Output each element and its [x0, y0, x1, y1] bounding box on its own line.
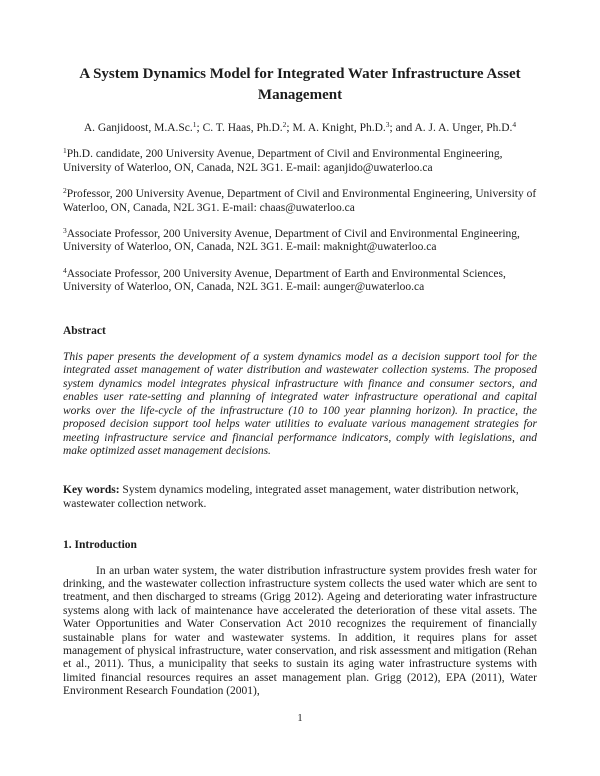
- affiliation-2-text: Professor, 200 University Avenue, Department of Civil and Environmental Engineering, University of Waterloo, ON, Canada, N2L 3G1. E-mail: chaas@uwaterloo.ca: [63, 188, 537, 214]
- keywords-label: Key words:: [63, 484, 120, 497]
- authors-line: [63, 122, 537, 135]
- affiliation-2: [63, 188, 537, 215]
- author-4-superscript: 4: [512, 120, 517, 129]
- author-3: M. A. Knight, Ph.D.: [292, 122, 386, 134]
- affiliation-1-marker: 1: [63, 146, 67, 156]
- abstract-text: This paper presents the development of a system dynamics model as a decision support tool for the integrated asset management of water distribution and wastewater collection systems. The proposed system dynamics model integrates physical infrastructure with finance and consumer sectors, and enables user rate-setting and planning of integrated water infrastructure operational and capital works over the life-cycle of the infrastructure (10 to 100 year planning horizon). In practice, the proposed decision support tool helps water utilities to evaluate various management strategies for meeting infrastructure service and financial performance indicators, comply with legislations, and make optimized asset management decisions.: [63, 351, 537, 457]
- page-number: 1: [297, 713, 303, 724]
- author-1: A. Ganjidoost, M.A.Sc.: [83, 122, 193, 134]
- affiliation-3-text: Associate Professor, 200 University Avenue, Department of Civil and Environmental Engineering, University of Waterloo, ON, Canada, N2L 3G1. E-mail: maknight@uwaterloo.ca: [63, 228, 520, 254]
- author-separator: ; and: [389, 122, 415, 134]
- introduction-text: In an urban water system, the water distribution infrastructure system provides fresh water for drinking, and the wastewater collection infrastructure system collects the used water which are sent to treatment, and then discharged to streams (Grigg 2012). Ageing and deteriorating water infrastructure systems along with lack of maintenance have accelerated the deterioration of these vital assets. The Water Opportunities and Water Conservation Act 2010 recognizes the requirement of financially sustainable plans for water and wastewater systems. In addition, it requires plans for asset management of physical infrastructure, water conservation, and risk assessment and mitigation (Rehan et al., 2011). Thus, a municipality that seeks to sustain its aging water infrastructure systems with limited financial resources requires an asset management plan. Grigg (2012), EPA (2011), Water Environment Research Foundation (2001),: [63, 564, 537, 698]
- author-separator: ;: [286, 122, 293, 134]
- paper-title: A System Dynamics Model for Integrated Water Infrastructure Asset Management: [79, 66, 521, 103]
- author-1-superscript: 1: [192, 120, 197, 129]
- affiliation-4: [63, 265, 537, 295]
- author-2: C. T. Haas, Ph.D.: [202, 122, 283, 134]
- author-2-superscript: 2: [282, 120, 287, 129]
- keywords-line: [63, 484, 537, 511]
- affiliation-4-text: Associate Professor, 200 University Avenue, Department of Earth and Environmental Sciences, University of Waterloo, ON, Canada, N2L 3G1. E-mail: aunger@uwaterloo.ca: [63, 267, 506, 294]
- introduction-heading: 1. Introduction: [63, 539, 137, 552]
- keywords-text: System dynamics modeling, integrated asset management, water distribution network, wastewater collection network.: [63, 484, 519, 510]
- author-3-superscript: 3: [385, 120, 390, 129]
- affiliation-1: [63, 148, 537, 175]
- affiliation-3: [63, 228, 537, 255]
- affiliation-2-marker: 2: [63, 186, 67, 196]
- author-4: A. J. A. Unger, Ph.D.: [414, 122, 513, 134]
- abstract-heading: Abstract: [63, 324, 106, 337]
- affiliation-4-marker: 4: [63, 265, 67, 275]
- affiliation-1-text: Ph.D. candidate, 200 University Avenue, Department of Civil and Environmental Engineering, University of Waterloo, ON, Canada, N2L 3G1. E-mail: aganjido@uwaterloo.ca: [63, 148, 503, 174]
- author-separator: ;: [196, 122, 203, 134]
- affiliation-3-marker: 3: [63, 226, 67, 236]
